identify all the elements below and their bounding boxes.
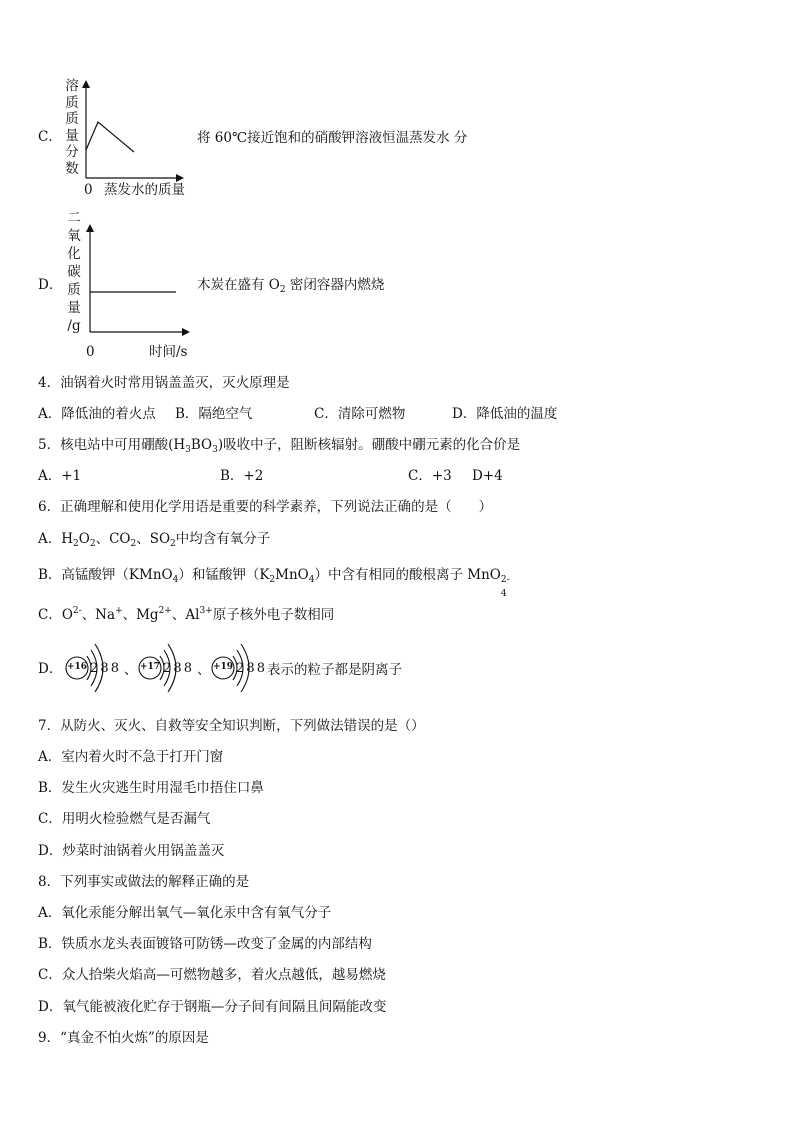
q9-stem: 9．“真金不怕火炼”的原因是	[38, 1030, 209, 1046]
graph-c-origin: 0	[84, 182, 93, 198]
q4-option-b: B．隔绝空气	[175, 406, 253, 422]
nucleus-charge-s: +16	[66, 662, 88, 672]
q6-option-b: B．高锰酸钾（KMnO$_4$）和锰酸钾$(K_2MnO_4)$中含有相同的酸根离子 MnO 4 2-	[38, 567, 510, 599]
q7-option-d: D．炒菜时油锅着火用锅盖盖灭	[38, 843, 225, 859]
nucleus-charge-cl: +17	[139, 662, 161, 672]
option-label-d: D．	[38, 277, 63, 293]
q8-option-b: B．铁质水龙头表面镀铬可防锈—改变了金属的内部结构	[38, 936, 372, 952]
q8-stem: 8．下列事实或做法的解释正确的是	[38, 874, 250, 890]
q6-option-d-text: 表示的粒子都是阴离子	[267, 662, 402, 678]
q5-option-c: C．+3	[408, 468, 452, 484]
shell-electrons-cl: 2 8 8	[163, 661, 192, 676]
ylabel-char: 数	[65, 160, 79, 177]
q7-option-b: B．发生火灾逃生时用湿毛巾捂住口鼻	[38, 780, 264, 796]
ylabel-char: 质	[67, 282, 81, 298]
graph-d-origin: 0	[86, 344, 95, 360]
q8-option-d: D．氧气能被液化贮存于钢瓶—分子间有间隔且间隔能改变	[38, 999, 387, 1015]
q4-option-c: C．清除可燃物	[314, 406, 406, 422]
option-label-c: C．	[38, 129, 62, 145]
separator: 、	[124, 662, 138, 678]
ylabel-char: 分	[65, 144, 79, 160]
graph-d-xlabel: 时间/s	[149, 344, 188, 360]
q7-stem: 7．从防火、灭火、自救等安全知识判断，下列做法错误的是（）	[38, 718, 425, 734]
graph-d-description: 木炭在盛有 $O_2$ 密闭容器内燃烧	[197, 277, 385, 295]
shell-electrons-s: 2 8 8	[90, 661, 119, 676]
q5-stem: 5．核电站中可用硼酸$(H_3BO_3)$吸收中子，阻断核辐射。硼酸中硼元素的化合价是	[38, 437, 521, 455]
graph-c-description: 将 60℃接近饱和的硝酸钾溶液恒温蒸发水 分	[197, 130, 468, 146]
ylabel-char: 质	[65, 94, 79, 111]
q5-option-a: A．+1	[38, 468, 82, 484]
q4-option-a: A．降低油的着火点	[38, 406, 156, 422]
ylabel-char: 碳	[67, 264, 81, 280]
q5-option-b: B．+2	[220, 468, 264, 484]
ylabel-char: 溶	[65, 78, 79, 94]
q5-option-d: D+4	[472, 468, 503, 484]
ylabel-char: 氧	[67, 228, 81, 244]
ylabel-char: 二	[67, 210, 81, 226]
q6-option-c: C．$O^{2-}$、Na+、$Mg^{2+}$、$Al^{3+}$原子核外电子数相同	[38, 606, 335, 623]
ylabel-char: /g	[67, 318, 81, 334]
q6-option-a: A．$H_2O_2$、$CO_2$、$SO_2$中均含有氧分子	[38, 531, 271, 549]
q4-stem: 4．油锅着火时常用锅盖盖灭，灭火原理是	[38, 375, 290, 391]
ylabel-char: 化	[67, 246, 81, 262]
ylabel-char: 质	[65, 111, 79, 127]
q8-option-c: C．众人拾柴火焰高—可燃物越多，着火点越低，越易燃烧	[38, 967, 386, 983]
graph-c-xlabel: 蒸发水的质量	[104, 182, 185, 198]
ylabel-char: 量	[67, 300, 81, 316]
shell-electrons-k: 2 8 8	[236, 661, 265, 676]
separator: 、	[197, 662, 211, 678]
q8-option-a: A．氧化汞能分解出氧气—氧化汞中含有氧气分子	[38, 905, 332, 921]
nucleus-charge-k: +19	[212, 662, 234, 672]
q6-option-d-label: D．	[38, 661, 63, 677]
ylabel-char: 量	[65, 127, 79, 144]
q7-option-c: C．用明火检验燃气是否漏气	[38, 811, 211, 827]
q4-option-d: D．降低油的温度	[452, 406, 558, 422]
q7-option-a: A．室内着火时不急于打开门窗	[38, 749, 224, 765]
q6-stem: 6．正确理解和使用化学用语是重要的科学素养，下列说法正确的是（ ）	[38, 499, 493, 515]
